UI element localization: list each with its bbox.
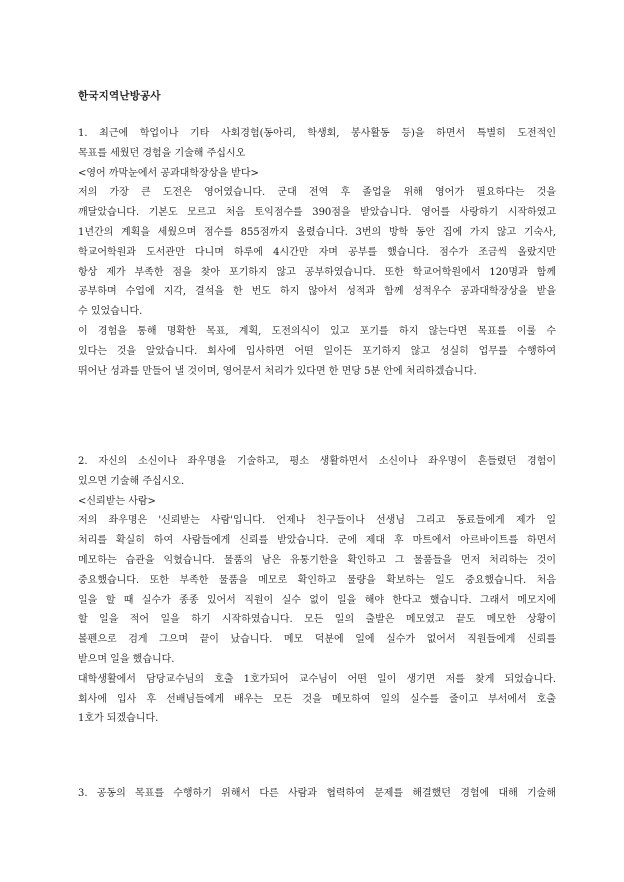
answer-2-line: 대학생활에서 담당교수님의 호출 1호가되어 교수님이 어떤 일이 생기면 저를 찾게 되었습니다. (78, 673, 556, 685)
answer-1-line: 공부하며 수업에 지각, 결석을 한 번도 하지 않아서 성적과 함께 성적우수 공과대학장상을 받을 (78, 286, 556, 298)
answer-1-line: 깨달았습니다. 기본도 모르고 처음 토익점수를 390점을 받았습니다. 영어를 사랑하기 시작하였고 (78, 207, 556, 219)
answer-1-line: 학교어학원과 도서관만 다니며 하루에 4시간만 자며 공부를 했습니다. 점수가 조금씩 올랐지만 (78, 246, 556, 258)
question-2-line: 2. 자신의 소신이나 좌우명을 기술하고, 평소 생활하면서 소신이나 좌우명이 흔들렸던 경험이 (78, 456, 556, 467)
answer-2-line: 볼펜으로 검게 그으며 끝이 났습니다. 메모 덕분에 일에 실수가 없어서 직원들에게 신뢰를 (78, 634, 556, 646)
answer-2-heading: <신뢰받는 사람> (78, 495, 156, 507)
answer-2-line: 일을 할 때 실수가 종종 있어서 직원이 실수 없이 일을 해야 한다고 했습니다. 그래서 메모지에 (78, 594, 556, 606)
answer-2-line: 할 일을 적어 일을 하기 시작하였습니다. 모든 일의 출발은 메모였고 끝도 메모한 상황이 (78, 614, 556, 626)
answer-1-line: 뛰어난 성과를 만들어 낼 것이며, 영어문서 처리가 있다면 한 면당 5분 안에 처리하겠습니다. (78, 365, 477, 377)
answer-1-heading: <영어 까막눈에서 공과대학장상을 받다> (78, 167, 259, 179)
answer-1-line: 수 있었습니다. (78, 306, 143, 318)
answer-2-line: 1호가 되겠습니다. (78, 713, 159, 725)
answer-1-line: 항상 제가 부족한 점을 찾아 포기하지 않고 공부하였습니다. 또한 학교어학원에서 120명과 함께 (78, 266, 556, 278)
question-section-3 (78, 784, 556, 804)
document-title: 한국지역난방공사 (78, 90, 161, 102)
answer-2-line: 받으며 일을 했습니다. (78, 653, 175, 665)
answer-2-line: 처리를 확실히 하여 사람들에게 신뢰를 받았습니다. 군에 제대 후 마트에서 아르바이트를 하면서 (78, 535, 556, 547)
answer-2-line: 저의 좌우명은 '신뢰받는 사람'입니다. 언제나 친구들이나 선생님 그리고 동료들에게 제가 일 (78, 515, 556, 527)
question-section-1 (78, 124, 556, 381)
answer-2-line: 회사에 입사 후 선배님들에게 배우는 모든 것을 메모하여 일의 실수를 줄이고 부서에서 호출 (78, 693, 556, 705)
question-section-2 (78, 452, 556, 729)
answer-1-line: 이 경험을 통해 명확한 목표, 계획, 도전의식이 있고 포기를 하지 않는다면 목표를 이룰 수 (78, 325, 556, 337)
answer-1-line: 저의 가장 큰 도전은 영어였습니다. 군대 전역 후 졸업을 위해 영어가 필요하다는 것을 (78, 187, 556, 199)
answer-1-line: 1년간의 계획을 세웠으며 점수를 855점까지 올렸습니다. 3번의 방학 동안 집에 가지 않고 기숙사, (78, 226, 556, 238)
question-2-line: 있으면 기술해 주십시오. (78, 475, 185, 487)
answer-1-line: 있다는 것을 알았습니다. 회사에 입사하면 어떤 일이든 포기하지 않고 성실히 업무를 수행하여 (78, 345, 556, 357)
question-3-line: 3. 공동의 목표를 수행하기 위해서 다른 사람과 협력하여 문제를 해결했던 경험에 대해 기술해 (78, 788, 556, 799)
question-1-line: 1. 최근에 학업이나 기타 사회경험(동아리, 학생회, 봉사활동 등)을 하면서 특별히 도전적인 (78, 128, 556, 139)
answer-2-line: 메모하는 습관을 익혔습니다. 물품의 남은 유통기한을 확인하고 그 물품들을 먼저 처리하는 것이 (78, 554, 556, 566)
answer-2-line: 중요했습니다. 또한 부족한 물품을 메모로 확인하고 물량을 확보하는 일도 중요했습니다. 처음 (78, 574, 556, 586)
question-1-line: 목표를 세웠던 경험을 기술해 주십시오 (78, 147, 246, 159)
